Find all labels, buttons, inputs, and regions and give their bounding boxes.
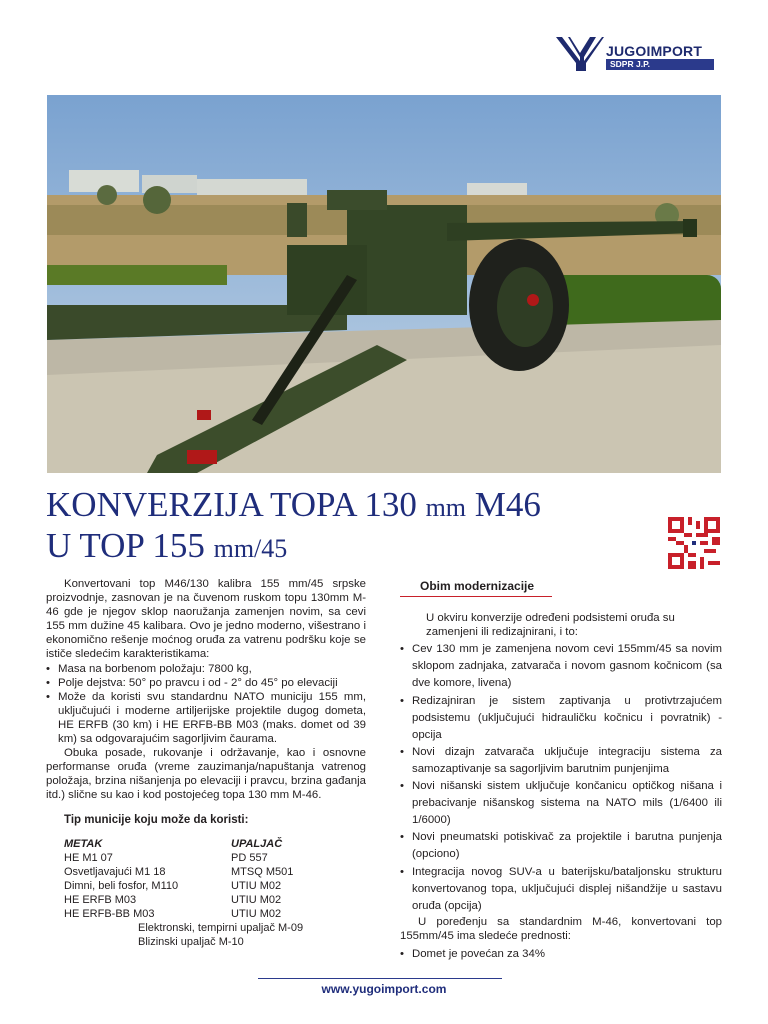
- qr-code: [668, 517, 720, 569]
- modernization-heading: Obim modernizacije: [400, 579, 552, 597]
- ammo-cell: HE ERFB M03: [64, 893, 137, 906]
- ammo-col-header: METAK: [64, 837, 103, 850]
- fuse-extra: [138, 921, 366, 949]
- left-column: [46, 577, 366, 949]
- list-item: • Novi dizajn zatvarača uključuje integraciju sistema za samozaptivanje sa sagorljivim barutnim punjenjima: [400, 744, 722, 778]
- ammo-table: [64, 837, 366, 922]
- list-item: • Integracija novog SUV-a u baterijsku/bataljonsku strukturu konvertovanog topa, uključujući displej nišandžije u sastavu oruđa (opcija): [400, 864, 722, 915]
- howitzer-photo: [47, 95, 721, 473]
- fuse-extra-item: Elektronski, tempirni upaljač M-09: [138, 922, 304, 935]
- ammo-cell: Osvetljavajući M1 18: [64, 865, 166, 878]
- modernization-list: [400, 641, 722, 915]
- modernization-intro: U okviru konverzije određeni podsistemi oruđa su zamenjeni ili redizajnirani, i to:: [426, 612, 675, 639]
- page-title: [46, 485, 541, 570]
- footer-divider: [258, 978, 502, 979]
- ammo-cell: MTSQ M501: [231, 865, 294, 878]
- title-line-2: U TOP 155 mm/45: [46, 526, 288, 565]
- list-item: • Polje dejstva: 50° po pravcu i od - 2° do 45° po elevaciji: [46, 676, 366, 690]
- ammo-heading: Tip municije koju može da koristi:: [64, 813, 249, 826]
- list-item: • Novi nišanski sistem uključuje končanicu optičkog nišana i prebacivanje nišanskog sistema na NATO mils (1/6400 ili 1/6000): [400, 778, 722, 829]
- ammo-cell: Dimni, beli fosfor, M110: [64, 879, 179, 892]
- ammo-cell: UTIU M02: [231, 908, 282, 921]
- comparison-paragraph: U poređenju sa standardnim M-46, konvertovani top 155mm/45 ima sledeće prednosti:: [400, 915, 722, 942]
- ammo-cell: UTIU M02: [231, 893, 282, 906]
- list-item: • Cev 130 mm je zamenjena novom cevi 155mm/45 sa novim sklopom zadnjaka, zatvarača i novom gasnom kočnicom (sa dve komore, livena): [400, 641, 722, 692]
- ammo-cell: HE ERFB-BB M03: [64, 908, 155, 921]
- logo-sub: SDPR J.P.: [606, 59, 714, 70]
- ammo-col-header: UPALJAČ: [231, 837, 283, 850]
- fuse-extra-item: Blizinski upaljač M-10: [138, 936, 244, 949]
- logo-mark-icon: [556, 33, 606, 73]
- ammo-cell: PD 557: [231, 851, 268, 864]
- training-paragraph: Obuka posade, rukovanje i održavanje, kao i osnovne performanse oruđa (vreme zauzimanja/napuštanja vatrenog položaja, brzina nišanjenja po elevaciji i pravcu, brzina gađanja itd.) slične su kao i kod postojećeg topa 130 mm M-46.: [46, 747, 366, 802]
- list-item: • Masa na borbenom položaju: 7800 kg,: [46, 662, 366, 676]
- advantages-list: [400, 946, 722, 963]
- intro-paragraph: Konvertovani top M46/130 kalibra 155 mm/45 srpske proizvodnje, zasnovan je na čuvenom ruskom topu 130mm M-46 gde je njegov sklop naoružanja zamenjen novim, sa cevi 155 mm dužine 45 kalibara. Ovo je jedno moderno, višestrano i ekonomično rešenje moćnog oruđa za vatrenu podršku koje se ističe sledećim karakteristikama:: [46, 578, 366, 661]
- footer-url[interactable]: www.yugoimport.com: [321, 982, 447, 996]
- right-column: [400, 579, 722, 963]
- company-logo: [556, 33, 716, 73]
- list-item: • Može da koristi svu standardnu NATO municiju 155 mm, uključujući i moderne artiljerijske projektile dugog dometa, HE ERFB (30 km) i HE ERFB-BB M03 (maks. domet od 39 km) sa odgovarajućim sagorljivim čaurama.: [46, 690, 366, 746]
- ammo-cell: UTIU M02: [231, 879, 282, 892]
- title-line-1: KONVERZIJA TOPA 130 mm M46: [46, 485, 541, 524]
- characteristics-list: [46, 662, 366, 747]
- list-item: • Novi pneumatski potiskivač za projektile i barutna punjenja (opciono): [400, 829, 722, 863]
- list-item: • Redizajniran je sistem zaptivanja u protivtrzajućem podsistemu (uključujući hidrauličku kočnicu i povratnik) - opcija: [400, 693, 722, 744]
- logo-name: JUGOIMPORT: [606, 43, 703, 59]
- ammo-cell: HE M1 07: [64, 851, 113, 864]
- list-item: • Domet je povećan za 34%: [400, 946, 722, 963]
